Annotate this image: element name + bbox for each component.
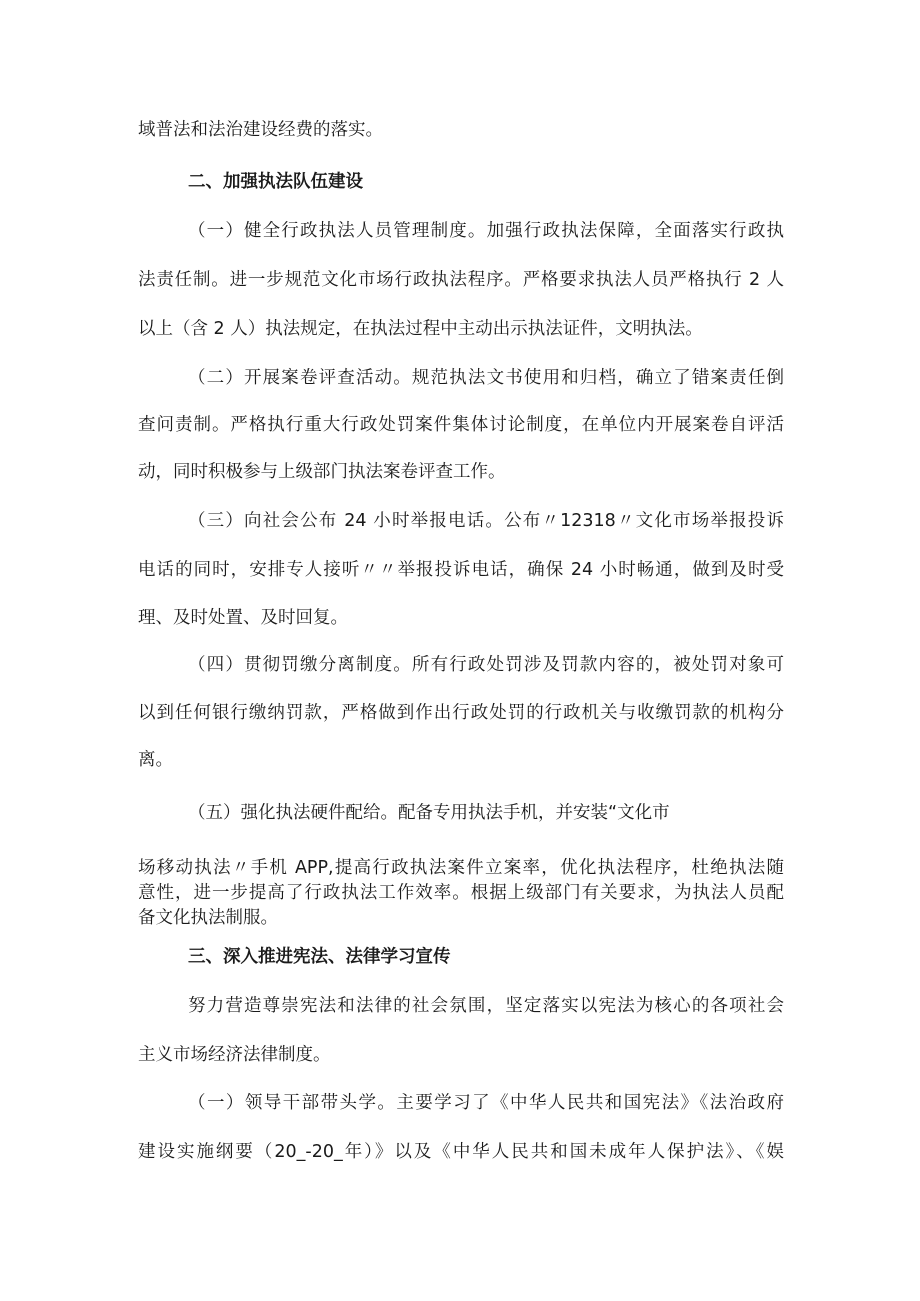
section-heading-2: 二、加强执法队伍建设 [188,172,363,192]
paragraph-line: 理、及时处置、及时回复。 [138,608,348,628]
paragraph-line: 查问责制。严格执行重大行政处罚案件集体讨论制度，在单位内开展案卷自评活 [138,415,784,435]
paragraph-line: 努力营造尊崇宪法和法律的社会氛围，坚定落实以宪法为核心的各项社会 [188,996,784,1016]
paragraph-line: 主义市场经济法律制度。 [138,1045,331,1065]
paragraph-line: 法责任制。进一步规范文化市场行政执法程序。严格要求执法人员严格执行 2 人 [138,270,784,290]
paragraph-line: 离。 [138,750,173,770]
paragraph-line: 动，同时积极参与上级部门执法案卷评查工作。 [138,462,506,482]
paragraph-line: （五）强化执法硬件配给。配备专用执法手机，并安装“文化市 [188,803,670,823]
intro-line: 域普法和法治建设经费的落实。 [138,120,383,140]
paragraph-line: 以到任何银行缴纳罚款，严格做到作出行政处罚的行政机关与收缴罚款的机构分 [138,703,784,723]
paragraph-line: （一）健全行政执法人员管理制度。加强行政执法保障，全面落实行政执 [188,221,784,241]
paragraph-line: （三）向社会公布 24 小时举报电话。公布〃12318〃文化市场举报投诉 [188,511,784,531]
paragraph-line: （四）贯彻罚缴分离制度。所有行政处罚涉及罚款内容的，被处罚对象可 [188,655,784,675]
section-heading-3: 三、深入推进宪法、法律学习宣传 [188,947,451,967]
paragraph-line: 建设实施纲要（20_-20_年）》以及《中华人民共和国未成年人保护法》、《娱 [138,1142,784,1162]
paragraph-line: 以上（含 2 人）执法规定，在执法过程中主动出示执法证件，文明执法。 [138,319,703,339]
paragraph-line: 电话的同时，安排专人接听〃〃举报投诉电话，确保 24 小时畅通，做到及时受 [138,560,784,580]
paragraph-line: 备文化执法制服。 [138,908,278,928]
paragraph-line: 意性，进一步提高了行政执法工作效率。根据上级部门有关要求，为执法人员配 [138,883,784,903]
paragraph-line: （二）开展案卷评查活动。规范执法文书使用和归档，确立了错案责任倒 [188,368,784,388]
paragraph-line: （一）领导干部带头学。主要学习了《中华人民共和国宪法》《法治政府 [188,1093,784,1113]
paragraph-line: 场移动执法〃手机 APP,提高行政执法案件立案率，优化执法程序，杜绝执法随 [138,858,784,878]
